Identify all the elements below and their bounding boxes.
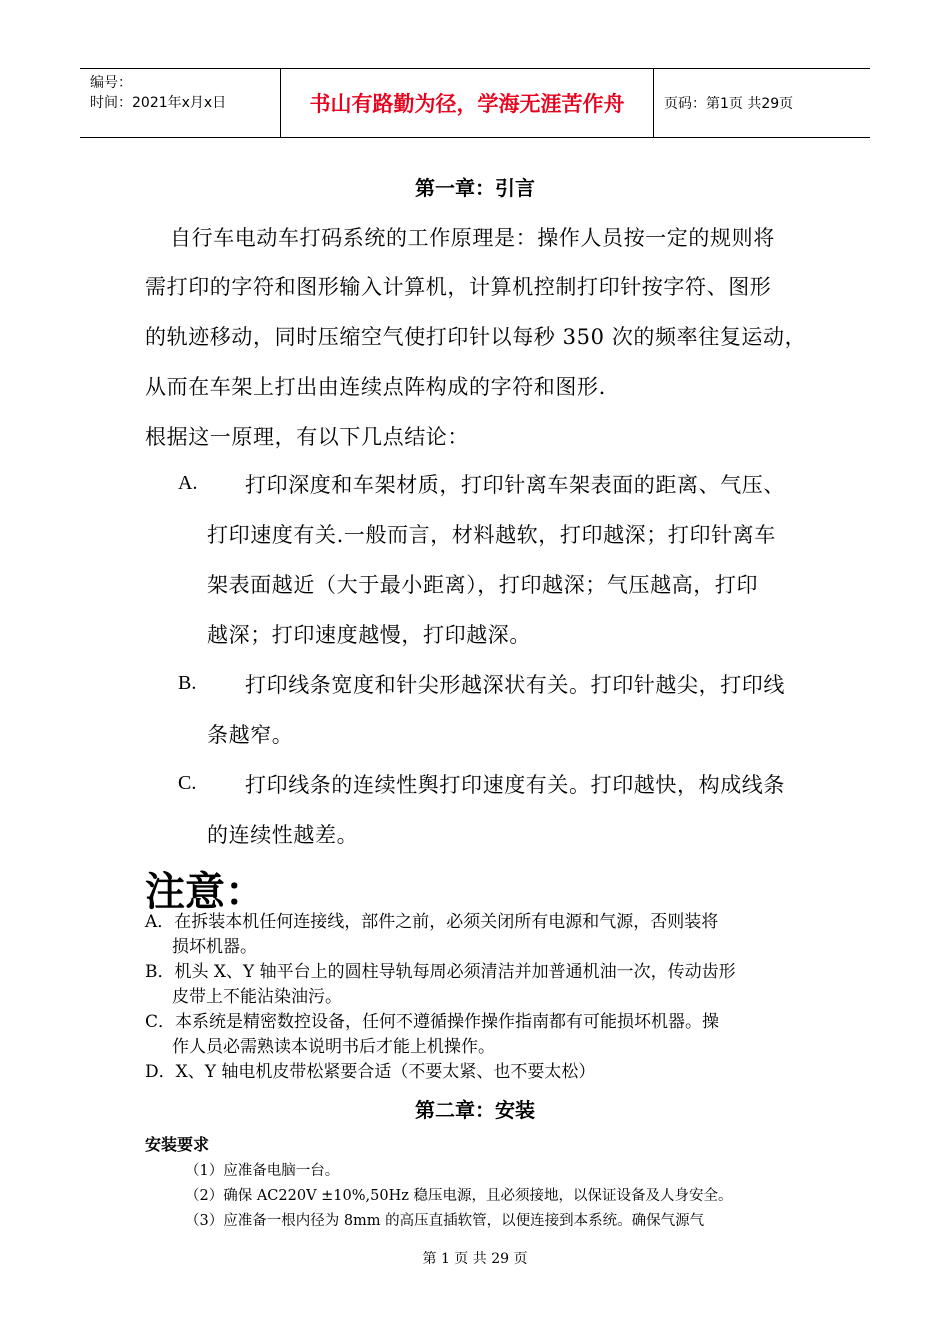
notice-item-line: 作人员必需熟读本说明书后才能上机操作。 <box>172 1037 495 1057</box>
intro-line: 自行车电动车打码系统的工作原理是：操作人员按一定的规则将 <box>170 226 775 250</box>
notice-item-line: D．X、Y 轴电机皮带松紧要合适（不要太紧、也不要太松） <box>145 1062 596 1082</box>
notice-item-line: B．机头 X、Y 轴平台上的圆柱导轨每周必须清洁并加普通机油一次，传动齿形 <box>145 962 736 982</box>
notice-item-line: C．本系统是精密数控设备，任何不遵循操作操作指南都有可能损坏机器。操 <box>145 1012 720 1032</box>
intro-line: 的轨迹移动，同时压缩空气使打印针以每秒 350 次的频率往复运动， <box>145 325 807 349</box>
header-motto: 书山有路勤为径，学海无涯苦作舟 <box>281 69 654 137</box>
item-letter-a: A. <box>178 472 198 494</box>
requirement-line: （3）应准备一根内径为 8mm 的高压直插软管，以便连接到本系统。确保气源气 <box>185 1213 705 1229</box>
chapter-1-title: 第一章：引言 <box>415 176 535 200</box>
notice-item-line: 损坏机器。 <box>172 937 257 957</box>
item-a-line: 打印速度有关.一般而言，材料越软，打印越深；打印针离车 <box>207 523 776 547</box>
header-meta <box>80 69 281 137</box>
item-letter-b: B. <box>178 672 197 694</box>
item-c-line: 打印线条的连续性舆打印速度有关。打印越快，构成线条 <box>245 773 785 797</box>
item-a-line: 越深；打印速度越慢，打印越深。 <box>207 623 531 647</box>
install-requirements-title: 安装要求 <box>145 1135 210 1154</box>
item-c-line: 的连续性越差。 <box>207 823 359 847</box>
item-letter-c: C. <box>178 772 197 794</box>
conclusion-intro: 根据这一原理，有以下几点结论： <box>145 425 469 449</box>
item-a-line: 架表面越近（大于最小距离），打印越深；气压越高，打印 <box>207 573 759 597</box>
notice-title: 注意： <box>145 869 265 915</box>
notice-item-line: A．在拆装本机任何连接线，部件之前，必须关闭所有电源和气源，否则装将 <box>145 912 719 932</box>
requirement-line: （2）确保 AC220V ±10%,50Hz 稳压电源，且必须接地，以保证设备及人身安全。 <box>185 1188 733 1204</box>
header-page-info: 页码：第1页 共29页 <box>664 96 794 112</box>
requirement-line: （1）应准备电脑一台。 <box>185 1163 340 1179</box>
page-footer: 第 1 页 共 29 页 <box>422 1251 528 1267</box>
item-b-line: 打印线条宽度和针尖形越深状有关。打印针越尖，打印线 <box>245 673 785 697</box>
intro-line: 从而在车架上打出由连续点阵构成的字符和图形. <box>145 375 606 399</box>
item-a-line: 打印深度和车架材质，打印针离车架表面的距离、气压、 <box>245 473 785 497</box>
document-time: 时间：2021年x月x日 <box>90 95 227 111</box>
notice-item-line: 皮带上不能沾染油污。 <box>172 987 342 1007</box>
document-number-label: 编号： <box>90 75 132 91</box>
page-header <box>80 68 870 138</box>
intro-line: 需打印的字符和图形输入计算机，计算机控制打印针按字符、图形 <box>145 275 772 299</box>
item-b-line: 条越窄。 <box>207 723 294 747</box>
chapter-2-title: 第二章：安装 <box>415 1098 535 1122</box>
